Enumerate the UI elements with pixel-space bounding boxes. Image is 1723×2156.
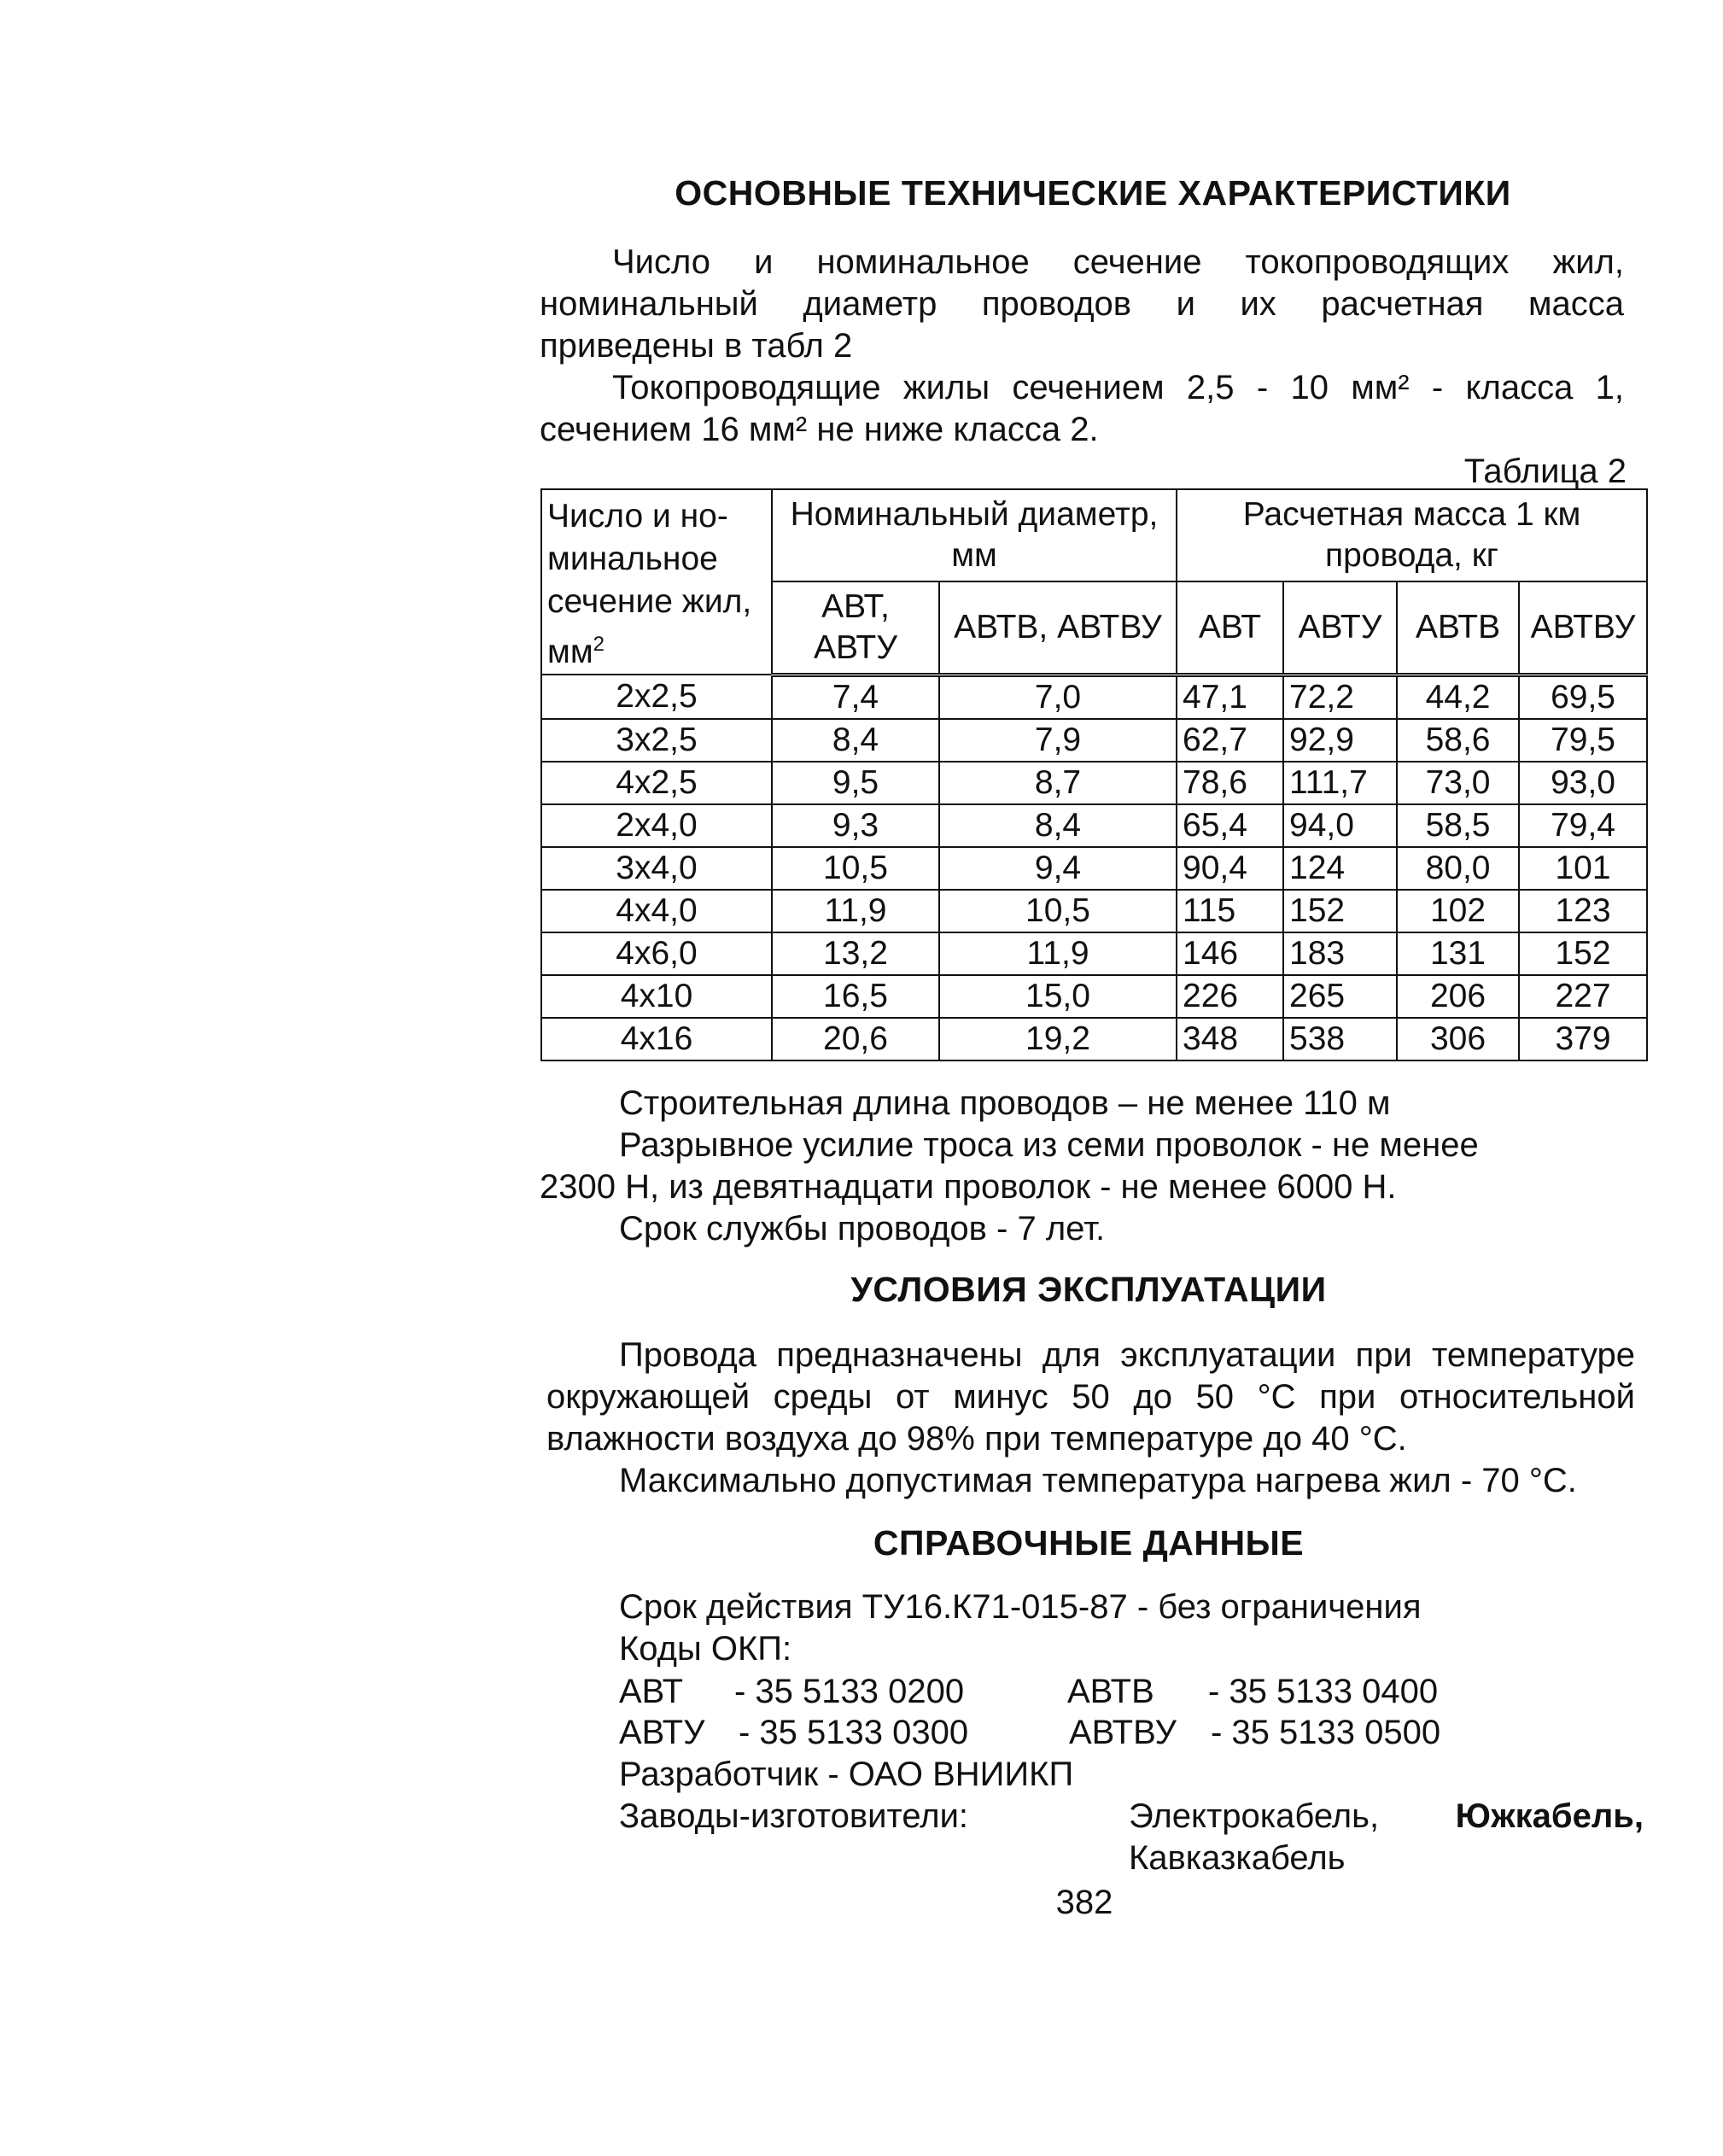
heading-operating-conditions: УСЛОВИЯ ЭКСПЛУАТАЦИИ (850, 1270, 1327, 1309)
page-number: 382 (1055, 1884, 1113, 1921)
table-cell: 538 (1283, 1018, 1397, 1060)
plant-kavkazkabel: Кавказкабель (1129, 1839, 1346, 1877)
heading-reference-data: СПРАВОЧНЫЕ ДАННЫЕ (873, 1523, 1305, 1563)
header-section-label: Число и но-минальное сечение жил, мм (547, 498, 752, 670)
code-avtv-label: АВТВ (1067, 1673, 1154, 1710)
row-section-cell: 4x4,0 (541, 890, 772, 932)
text-line: Максимально допустимая температура нагрева жил - 70 °С. (619, 1462, 1577, 1499)
table-cell: 10,5 (772, 847, 939, 890)
table-cell: 115 (1177, 890, 1283, 932)
text-line: номинальный диаметр проводов и их расчетная масса (540, 285, 1624, 323)
table-row (541, 719, 1647, 762)
table-cell: 226 (1177, 975, 1283, 1018)
table-row (541, 847, 1647, 890)
table-cell: 146 (1177, 932, 1283, 975)
text-line: Строительная длина проводов – не менее 110 м (619, 1084, 1391, 1122)
table-cell: 19,2 (939, 1018, 1177, 1060)
table-cell: 379 (1519, 1018, 1647, 1060)
table-cell: 124 (1283, 847, 1397, 890)
table-cell: 79,4 (1519, 804, 1647, 847)
table-cell: 111,7 (1283, 762, 1397, 804)
header-avtu: АВТУ (1283, 581, 1397, 675)
text-line: окружающей среды от минус 50 до 50 °С при относительной (546, 1378, 1635, 1416)
table-cell: 58,5 (1397, 804, 1519, 847)
table-cell: 8,7 (939, 762, 1177, 804)
table-cell: 73,0 (1397, 762, 1519, 804)
header-avtv-avtvu: АВТВ, АВТВУ (939, 581, 1177, 675)
table-cell: 123 (1519, 890, 1647, 932)
table-row (541, 1018, 1647, 1060)
table-cell: 9,4 (939, 847, 1177, 890)
table-cell: 78,6 (1177, 762, 1283, 804)
table-cell: 131 (1397, 932, 1519, 975)
row-section-cell: 3x2,5 (541, 719, 772, 762)
row-section-cell: 2x2,5 (541, 675, 772, 719)
text-line: влажности воздуха до 98% при температуре до 40 °С. (546, 1420, 1407, 1458)
table-cell: 9,5 (772, 762, 939, 804)
header-avtvu: АВТВУ (1519, 581, 1647, 675)
code-avtu-label: АВТУ (619, 1714, 705, 1751)
code-avtu-value: - 35 5133 0300 (739, 1714, 969, 1751)
table-cell: 72,2 (1283, 675, 1397, 719)
table-cell: 8,4 (772, 719, 939, 762)
table-cell: 58,6 (1397, 719, 1519, 762)
table-cell: 47,1 (1177, 675, 1283, 719)
table-cell: 306 (1397, 1018, 1519, 1060)
table-cell: 11,9 (939, 932, 1177, 975)
text-line: Токопроводящие жилы сечением 2,5 - 10 мм² - класса 1, (612, 369, 1624, 406)
header-avtv: АВТВ (1397, 581, 1519, 675)
table-row (541, 932, 1647, 975)
table-cell: 101 (1519, 847, 1647, 890)
table-cell: 69,5 (1519, 675, 1647, 719)
table-cell: 62,7 (1177, 719, 1283, 762)
table-cell: 93,0 (1519, 762, 1647, 804)
table-cell: 265 (1283, 975, 1397, 1018)
row-section-cell: 3x4,0 (541, 847, 772, 890)
header-mass: Расчетная масса 1 км провода, кг (1177, 489, 1647, 581)
table-cell: 152 (1519, 932, 1647, 975)
text-line: Число и номинальное сечение токопроводящих жил, (612, 243, 1624, 281)
text-line: приведены в табл 2 (540, 327, 853, 365)
text-line: Разрывное усилие троса из семи проволок - не менее (619, 1126, 1479, 1164)
table-cell: 65,4 (1177, 804, 1283, 847)
row-section-cell: 4x6,0 (541, 932, 772, 975)
specs-table (540, 488, 1648, 1061)
plants-label: Заводы-изготовители: (619, 1797, 969, 1835)
code-avtv-value: - 35 5133 0400 (1208, 1673, 1439, 1710)
table-cell: 20,6 (772, 1018, 939, 1060)
table-cell: 9,3 (772, 804, 939, 847)
table-cell: 7,4 (772, 675, 939, 719)
row-section-cell: 4x10 (541, 975, 772, 1018)
table-row (541, 890, 1647, 932)
code-avtvu-value: - 35 5133 0500 (1211, 1714, 1441, 1751)
table-cell: 8,4 (939, 804, 1177, 847)
developer-line: Разработчик - ОАО ВНИИКП (619, 1756, 1074, 1793)
table-cell: 15,0 (939, 975, 1177, 1018)
plant-elektrokabel: Электрокабель, (1129, 1797, 1380, 1835)
header-avt: АВТ (1177, 581, 1283, 675)
text-line: Провода предназначены для эксплуатации при температуре (619, 1336, 1635, 1374)
table-row (541, 762, 1647, 804)
table-row (541, 675, 1647, 719)
code-avt-value: - 35 5133 0200 (734, 1673, 965, 1710)
table-cell: 183 (1283, 932, 1397, 975)
text-line: сечением 16 мм² не ниже класса 2. (540, 411, 1099, 448)
text-line: 2300 Н, из девятнадцати проволок - не менее 6000 Н. (540, 1168, 1397, 1206)
table-cell: 7,0 (939, 675, 1177, 719)
text-line: Срок действия ТУ16.К71-015-87 - без ограничения (619, 1588, 1422, 1626)
row-section-cell: 2x4,0 (541, 804, 772, 847)
table-row (541, 804, 1647, 847)
header-section (541, 489, 772, 675)
table-cell: 79,5 (1519, 719, 1647, 762)
text-line: Коды ОКП: (619, 1630, 792, 1668)
table-cell: 13,2 (772, 932, 939, 975)
header-diameter: Номинальный диаметр, мм (772, 489, 1177, 581)
table-cell: 7,9 (939, 719, 1177, 762)
code-avtvu-label: АВТВУ (1069, 1714, 1177, 1751)
table-cell: 348 (1177, 1018, 1283, 1060)
table-cell: 10,5 (939, 890, 1177, 932)
table-cell: 227 (1519, 975, 1647, 1018)
plant-yuzhkabel: Южкабель, (1455, 1797, 1644, 1835)
table-cell: 44,2 (1397, 675, 1519, 719)
row-section-cell: 4x16 (541, 1018, 772, 1060)
code-avt-label: АВТ (619, 1673, 684, 1710)
text-line: Срок службы проводов - 7 лет. (619, 1210, 1106, 1247)
table-cell: 92,9 (1283, 719, 1397, 762)
header-avt-avtu: АВТ, АВТУ (772, 581, 939, 675)
table-cell: 80,0 (1397, 847, 1519, 890)
table-cell: 94,0 (1283, 804, 1397, 847)
table-cell: 11,9 (772, 890, 939, 932)
table-caption: Таблица 2 (1463, 453, 1627, 490)
header-section-superscript: 2 (593, 633, 605, 656)
row-section-cell: 4x2,5 (541, 762, 772, 804)
table-cell: 206 (1397, 975, 1519, 1018)
table-cell: 90,4 (1177, 847, 1283, 890)
table-cell: 152 (1283, 890, 1397, 932)
heading-main-characteristics: ОСНОВНЫЕ ТЕХНИЧЕСКИЕ ХАРАКТЕРИСТИКИ (675, 173, 1511, 213)
table-cell: 102 (1397, 890, 1519, 932)
table-cell: 16,5 (772, 975, 939, 1018)
table-row (541, 975, 1647, 1018)
